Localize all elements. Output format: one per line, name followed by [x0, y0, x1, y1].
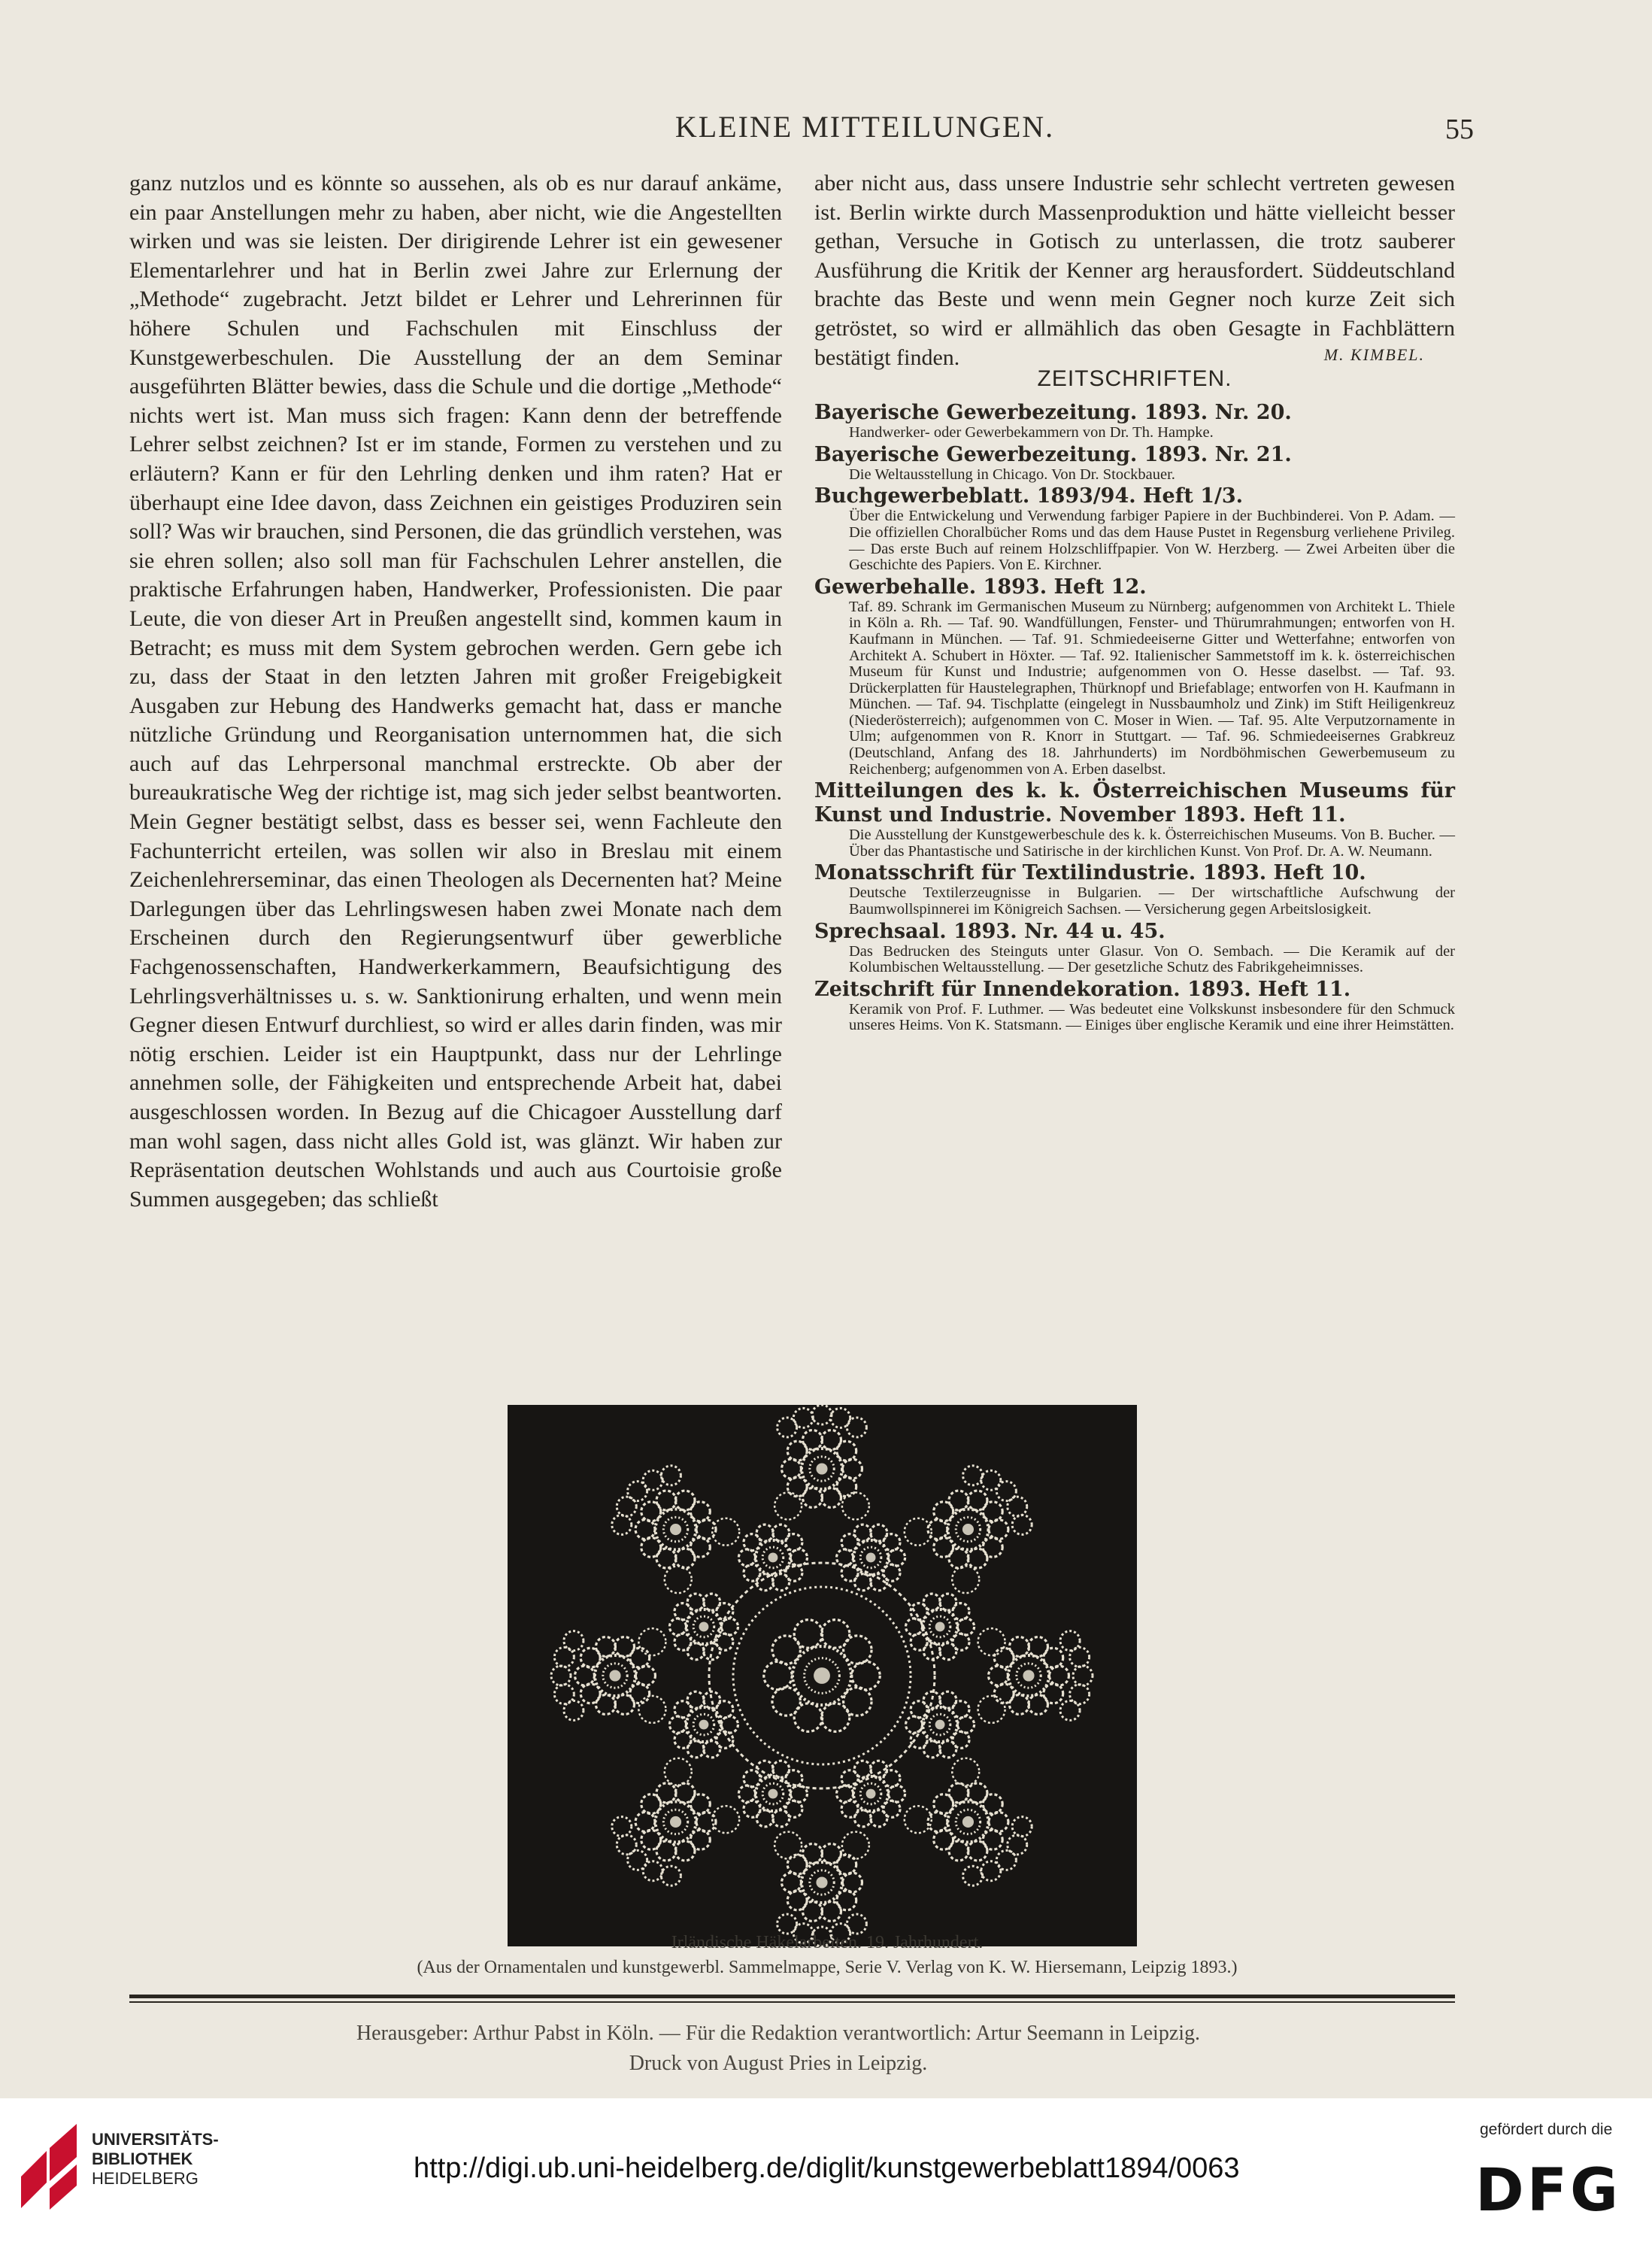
journal-contents: Deutsche Textilerzeugnisse in Bulgarien. — Der wirtschaftliche Aufschwung der Baumwollspinnerei im Königreich Sachsen. — Versicherung gegen Arbeitslosigkeit.: [849, 884, 1455, 918]
library-name-line: BIBLIOTHEK: [92, 2149, 193, 2168]
author-signature: M. KIMBEL.: [1323, 345, 1425, 365]
dfg-logo: DFG: [1475, 2157, 1622, 2225]
library-name-line: UNIVERSITÄTS-: [92, 2130, 219, 2149]
section-heading: ZEITSCHRIFTEN.: [1037, 366, 1232, 392]
journal-contents: Über die Entwickelung und Verwendung farbiger Papiere in der Buchbinderei. Von P. Adam. — Die offiziellen Choralbücher Roms und das dem Hause Pustet in Regensburg verliehene Privileg. — Das erste Buch auf reinem Holzschliffpapier. Von W. Herzberg. — Zwei Arbeiten über die Geschichte des Papiers. Von E. Kirchner.: [849, 508, 1455, 574]
page-number: 55: [1445, 114, 1474, 145]
journal-title: Buchgewerbeblatt. 1893/94. Heft 1/3.: [814, 484, 1244, 508]
source-url-link[interactable]: http://digi.ub.uni-heidelberg.de/diglit/kunstgewerbeblatt1894/0063: [414, 2152, 1240, 2184]
journal-title: Gewerbehalle. 1893. Heft 12.: [814, 575, 1147, 599]
journal-entry: [814, 779, 1455, 860]
journal-contents: Die Weltausstellung in Chicago. Von Dr. Stockbauer.: [849, 466, 1175, 483]
left-text-column: [129, 169, 782, 1214]
right-text-column: [814, 169, 1455, 1036]
journal-contents: Das Bedrucken des Steinguts unter Glasur. Von O. Sembach. — Die Keramik auf der Kolumbischen Weltausstellung. — Der gesetzliche Schutz des Fabrikgeheimnisses.: [849, 942, 1455, 976]
journal-entry: [814, 484, 1455, 573]
caption-title: Irländische Häkelarbeiten. 19. Jahrhundert.: [671, 1933, 984, 1952]
journal-title: Mitteilungen des k. k. Österreichischen Museums für Kunst und Industrie. November 1893. Heft 11.: [814, 779, 1455, 827]
body-paragraph: aber nicht aus, dass unsere Industrie sehr schlecht vertreten gewesen ist. Berlin wirkte durch Massenproduktion und hätte vielleicht besser gethan, Versuche in Gotisch zu unterlassen, die trotz sauberer Ausführung die Kritik der Kenner arg herausfordert. Süddeutschland brachte das Beste und wenn mein Gegner noch kurze Zeit sich getröstet, so wird er allmählich das oben Gesagte in Fachblättern bestätigt finden.: [814, 171, 1455, 370]
caption-source: (Aus der Ornamentalen und kunstgewerbl. Sammelmappe, Serie V. Verlag von K. W. Hiersemann, Leipzig 1893.): [417, 1958, 1238, 1977]
funding-note: gefördert durch die: [1480, 2121, 1613, 2138]
journal-contents: Keramik von Prof. F. Luthmer. — Was bedeutet eine Volkskunst insbesondere für den Schmuck unseres Heims. Von K. Statsmann. — Einiges über englische Keramik und eine ihrer Heimstätten.: [849, 1000, 1455, 1034]
body-paragraph: ganz nutzlos und es könnte so aussehen, als ob es nur darauf ankäme, ein paar Anstellungen mehr zu haben, aber nicht, wie die Angestellten wirken und was sie leisten. Der dirigirende Lehrer ist ein gewesener Elementarlehrer und hat in Berlin zwei Jahre zur Erlernung der „Methode“ zugebracht. Jetzt bildet er Lehrer und Lehrerinnen für höhere Schulen und Fachschulen mit Einschluss der Kunstgewerbeschulen. Die Ausstellung der an dem Seminar ausgeführten Blätter bewies, dass die Schule und die dortige „Methode“ nichts wert ist. Man muss sich fragen: Kann denn der betreffende Lehrer selbst zeichnen? Ist er im stande, Formen zu verstehen und zu erläutern? Kann er für den Lehrling denken und ihm raten? Hat er überhaupt eine Idee davon, dass Zeichnen ein geistiges Produziren sein soll? Was wir brauchen, sind Personen, die das gründlich verstehen, was sie ehren sollen; also soll man für Fachschulen Lehrer anstellen, die praktische Erfahrungen haben, Handwerker, Professionisten. Die paar Leute, die von dieser Art in Preußen angestellt sind, kommen kaum in Betracht; es muss mit dem System gebrochen werden. Gern gebe ich zu, dass der Staat in den letzten Jahren mit großer Freigebigkeit Ausgaben zur Hebung des Handwerks gemacht hat, dass er manche nützliche Gründung und Reorganisation unternommen hat, die sich auch auf das Lehrpersonal manchmal erstreckte. Ob aber der bureaukratische Weg der richtige ist, mag sich jeder selbst beantworten. Mein Gegner bestätigt selbst, dass es besser sei, wenn Fachleute den Fachunterricht erteilen, was sollen wir also in Breslau mit einem Zeichenlehrerseminar, das einen Theologen als Decernenten hat? Meine Darlegungen über das Lehrlingswesen haben zwei Monate nach dem Erscheinen durch den Regierungsentwurf über gewerbliche Fachgenossenschaften, Handwerkerkammern, Beaufsichtigung des Lehrlingsverhältnisses u. s. w. Sanktionirung erhalten, und wenn mein Gegner diesen Entwurf durchliest, so wird er alles darin finden, was mir nötig erschien. Leider ist ein Hauptpunkt, dass nur der Lehrlinge annehmen solle, der Fähigkeiten und entsprechende Arbeit hat, dabei ausgeschlossen worden. In Bezug auf die Chicagoer Ausstellung darf man wohl sagen, dass nicht alles Gold ist, was glänzt. Wir haben zur Repräsentation deutschen Wohlstands und auch aus Courtoisie große Summen ausgegeben; das schließt: [129, 171, 782, 1212]
journal-title: Bayerische Gewerbezeitung. 1893. Nr. 20.: [814, 401, 1292, 425]
journal-entry: [814, 861, 1455, 918]
journal-contents: Die Ausstellung der Kunstgewerbeschule des k. k. Österreichischen Museums. Von B. Bucher. — Über das Phantastische und Satirische in der kirchlichen Kunst. Von Prof. Dr. A. W. Neumann.: [849, 827, 1455, 860]
imprint-printer: Druck von August Pries in Leipzig.: [629, 2052, 928, 2075]
figure-caption: [226, 1931, 1429, 1980]
journal-entry: [814, 575, 1455, 778]
library-name-line: HEIDELBERG: [92, 2169, 199, 2188]
imprint-publisher: Herausgeber: Arthur Pabst in Köln. — Für die Redaktion verantwortlich: Artur Seemann in Leipzig.: [356, 2022, 1201, 2045]
journal-contents: Taf. 89. Schrank im Germanischen Museum zu Nürnberg; aufgenommen von Architekt L. Thiele in Köln a. Rh. — Taf. 90. Wandfüllungen, Fenster- und Thürumrahmungen; entworfen von H. Kaufmann in München. — Taf. 91. Schmiedeeiserne Gitter und Wetterfahne; entworfen von Architekt A. Schubert in Höxter. — Taf. 92. Italienischer Sammetstoff im k. k. österreichischen Museum für Kunst und Industrie; aufgenommen von O. Hesse daselbst. — Taf. 93. Drückerplatten für Haustelegraphen, Thürknopf und Briefablage; entworfen von H. Kaufmann in München. — Taf. 94. Tischplatte (eingelegt in Nussbaumholz und Zink) im Stift Heiligenkreuz (Niederösterreich); aufgenommen von C. Moser in Wien. — Taf. 95. Alte Verputzornamente in Ulm; aufgenommen von R. Knorr in Stuttgart. — Taf. 96. Schmiedeeisernes Grabkreuz (Deutschland, Anfang des 18. Jahrhunderts) im Nordböhmischen Gewerbemuseum zu Reichenberg; aufgenommen von A. Erben daselbst.: [849, 598, 1455, 778]
university-library-logo-icon: [17, 2121, 81, 2213]
journal-title: Monatsschrift für Textilindustrie. 1893. Heft 10.: [814, 861, 1366, 885]
imprint: [128, 2019, 1429, 2079]
digitization-footer: [0, 2098, 1652, 2254]
journal-title: Zeitschrift für Innendekoration. 1893. Heft 11.: [814, 977, 1351, 1001]
journal-title: Bayerische Gewerbezeitung. 1893. Nr. 21.: [814, 442, 1292, 466]
journal-title: Sprechsaal. 1893. Nr. 44 u. 45.: [814, 919, 1165, 943]
journal-entry: [814, 920, 1455, 976]
divider: [129, 2001, 1455, 2003]
journal-entry: [814, 443, 1455, 484]
journal-entry: [814, 401, 1455, 441]
journal-entry: [814, 978, 1455, 1034]
running-title: KLEINE MITTEILUNGEN.: [674, 110, 1055, 144]
divider: [129, 1995, 1455, 1998]
library-name: [92, 2130, 219, 2189]
journal-contents: Handwerker- oder Gewerbekammern von Dr. Th. Hampke.: [849, 424, 1214, 441]
lace-doily-illustration: [508, 1405, 1137, 1946]
